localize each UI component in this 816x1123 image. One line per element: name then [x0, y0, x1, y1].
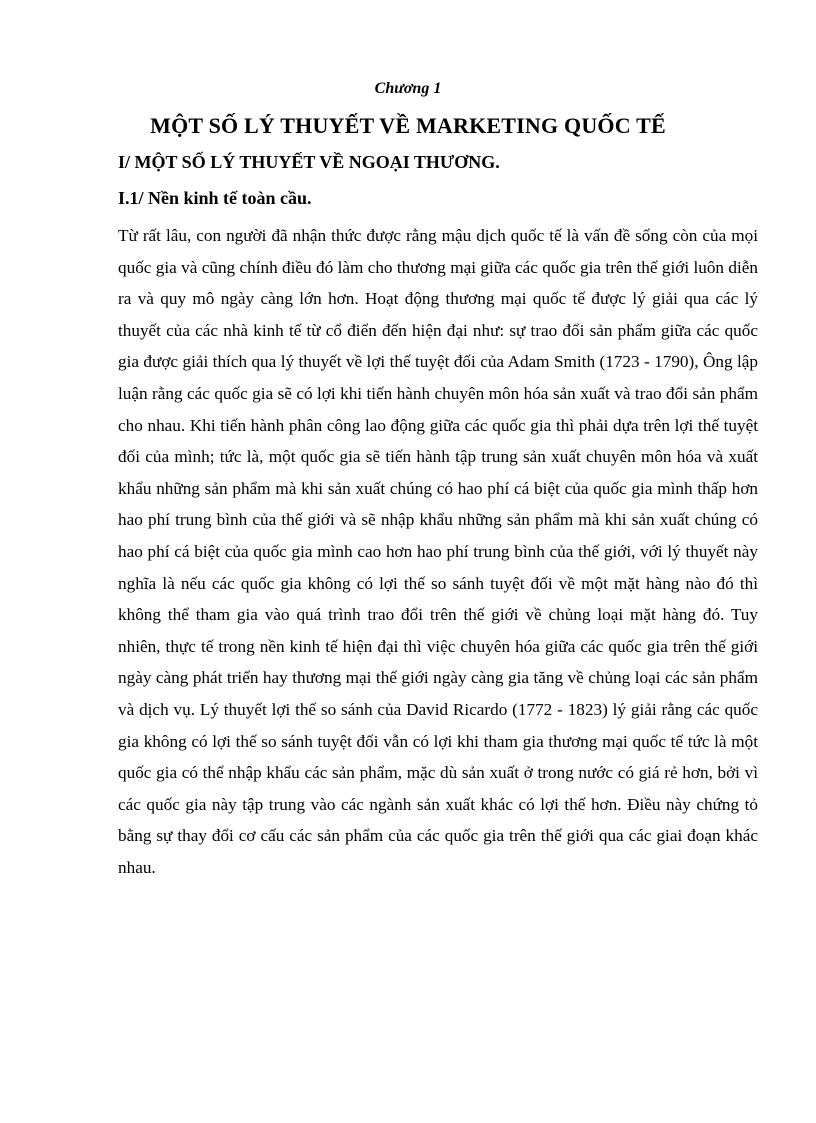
section-heading: I/ MỘT SỐ LÝ THUYẾT VỀ NGOẠI THƯƠNG. [118, 152, 500, 172]
chapter-title: MỘT SỐ LÝ THUYẾT VỀ MARKETING QUỐC TẾ [150, 113, 666, 138]
subsection-heading: I.1/ Nền kinh tế toàn cầu. [118, 188, 312, 208]
chapter-label: Chương 1 [374, 80, 442, 97]
body-paragraph: Từ rất lâu, con người đã nhận thức được rằng mậu dịch quốc tế là vấn đề sống còn của mọi quốc gia và cũng chính điều đó làm cho thương mại giữa các quốc gia trên thế giới luôn diễn ra và quy mô ngày càng lớn hơn. Hoạt động thương mại quốc tế được lý giải qua các lý thuyết của các nhà kinh tế từ cổ điển đến hiện đại như: sự trao đổi sản phẩm giữa các quốc gia được giải thích qua lý thuyết về lợi thế tuyệt đối của Adam Smith (1723 - 1790), Ông lập luận rằng các quốc gia sẽ có lợi khi tiến hành chuyên môn hóa sản xuất và trao đổi sản phẩm cho nhau. Khi tiến hành phân công lao động giữa các quốc gia thì phải dựa trên lợi thế tuyệt đối của mình; tức là, một quốc gia sẽ tiến hành tập trung sản xuất chuyên môn hóa và xuất khẩu những sản phẩm mà khi sản xuất chúng có hao phí cá biệt của quốc gia mình thấp hơn hao phí trung bình của thế giới và sẽ nhập khẩu những sản phẩm mà khi sản xuất chúng có hao phí cá biệt của quốc gia mình cao hơn hao phí trung bình của thế giới, với lý thuyết này nghĩa là nếu các quốc gia không có lợi thế so sánh tuyệt đối về một mặt hàng nào đó thì không thể tham gia vào quá trình trao đổi trên thế giới về chủng loại mặt hàng đó. Tuy nhiên, thực tế trong nền kinh tế hiện đại thì việc chuyên hóa giữa các quốc gia trên thế giới ngày càng phát triển hay thương mại thế giới ngày càng gia tăng về chủng loại các sản phẩm và dịch vụ. Lý thuyết lợi thế so sánh của David Ricardo (1772 - 1823) lý giải rằng các quốc gia không có lợi thế so sánh tuyệt đối vẫn có lợi khi tham gia thương mại quốc tế tức là một quốc gia có thể nhập khẩu các sản phẩm, mặc dù sản xuất ở trong nước có giá rẻ hơn, bởi vì các quốc gia này tập trung vào các ngành sản xuất khác có lợi thế hơn. Điều này chứng tỏ bằng sự thay đổi cơ cấu các sản phẩm của các quốc gia trên thế giới qua các giai đoạn khác nhau. [118, 226, 758, 877]
